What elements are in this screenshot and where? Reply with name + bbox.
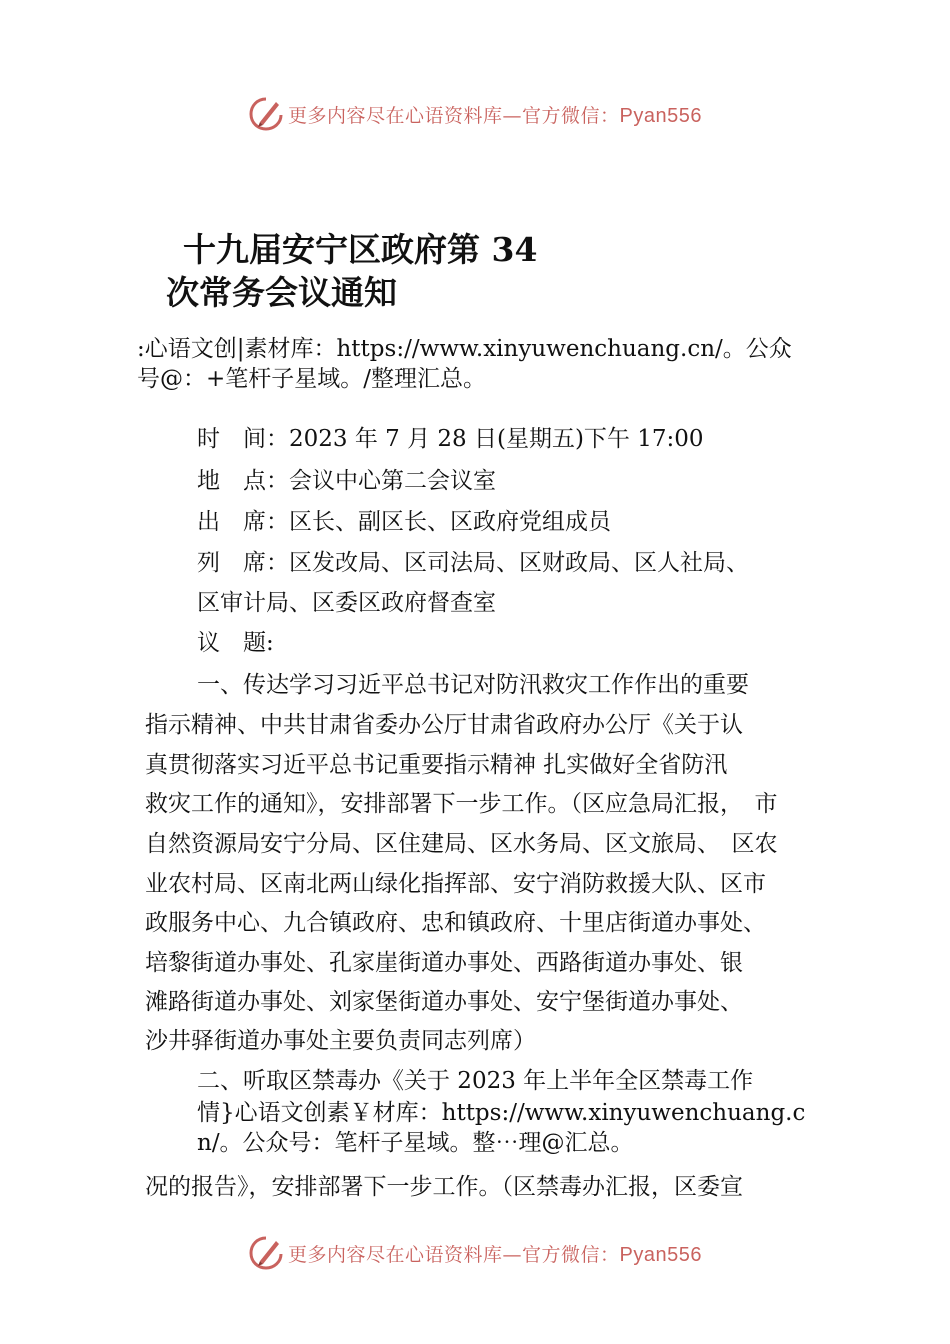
item2-line-1: 二、听取区禁毒办《关于 2023 年上半年全区禁毒工作 [197,1068,754,1094]
title-line-2: 次常务会议通知 [166,273,397,312]
wechat-id: Pyan556 [619,1243,702,1266]
meeting-attendees: 出 席：区长、副区长、区政府党组成员 [197,509,611,535]
item2-watermark-line: 情}心语文创素￥材库：https://www.xinyuwenchuang.c [197,1100,806,1126]
item1-line: 真贯彻落实习近平总书记重要指示精神 扎实做好全省防汛 [145,752,728,778]
item1-line: 滩路街道办事处、刘家堡街道办事处、安宁堡街道办事处、 [145,989,743,1015]
item1-line: 自然资源局安宁分局、区住建局、区水务局、区文旅局、 区农 [145,831,778,857]
item2-watermark-line: n/。公众号：笔杆子星域。整⋯理@汇总。 [197,1130,634,1156]
header-banner [0,94,950,134]
meeting-observers-1: 列 席：区发改局、区司法局、区财政局、区人社局、 [197,550,749,576]
pen-logo-icon [248,96,284,132]
item1-line: 培黎街道办事处、孔家崖街道办事处、西路街道办事处、银 [145,950,743,976]
meeting-place: 地 点：会议中心第二会议室 [197,468,496,494]
footer-banner [0,1233,950,1273]
item1-line: 沙井驿街道办事处主要负责同志列席） [145,1028,536,1054]
meeting-observers-2: 区审计局、区委区政府督查室 [197,590,496,616]
item1-line: 指示精神、中共甘肃省委办公厅甘肃省政府办公厅《关于认 [145,712,743,738]
banner-text: 更多内容尽在心语资料库—官方微信：Pyan556 [288,104,702,127]
item2-line-4: 况的报告》，安排部署下一步工作。（区禁毒办汇报，区委宣 [145,1174,743,1200]
agenda-label: 议 题: [197,630,274,656]
item1-line: 一、传达学习习近平总书记对防汛救灾工作作出的重要 [197,672,749,698]
banner-text: 更多内容尽在心语资料库—官方微信：Pyan556 [288,1243,702,1266]
item1-line: 政服务中心、九合镇政府、忠和镇政府、十里店街道办事处、 [145,910,766,936]
item1-line: 业农村局、区南北两山绿化指挥部、安宁消防救援大队、区市 [145,871,766,897]
item1-line: 救灾工作的通知》，安排部署下一步工作。（区应急局汇报， 市 [145,791,778,817]
meeting-time: 时 间：2023 年 7 月 28 日(星期五)下午 17:00 [197,426,704,452]
wechat-id: Pyan556 [619,104,702,127]
pen-logo-icon [248,1235,284,1271]
watermark-line-1: :心语文创|素材库：https://www.xinyuwenchuang.cn/。公众 [137,336,792,362]
watermark-line-2: 号@：+笔杆子星域。/整理汇总。 [137,366,487,392]
title-line-1: 十九届安宁区政府第 34 [183,230,538,269]
